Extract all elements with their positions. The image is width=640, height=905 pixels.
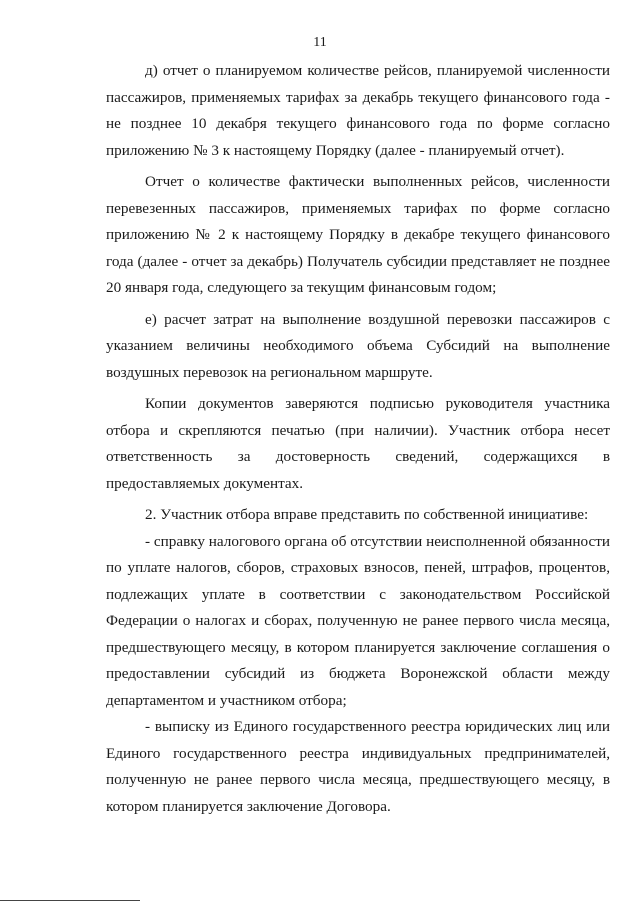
paragraph-d-planned-report: д) отчет о планируемом количестве рейсов, планируемой численности пассажиров, применяемых тарифах за декабрь текущего финансового года - не позднее 10 декабря текущего финансового года по форме согласно приложению № 3 к настоящему Порядку (далее - планируемый отчет).: [106, 62, 610, 159]
paragraph-document-copies: Копии документов заверяются подписью руководителя участника отбора и скрепляются печатью (при наличии). Участник отбора несет ответственность за достоверность сведений, содержащихся в предоставляемых документах.: [106, 395, 610, 492]
footer-rule: [0, 900, 140, 901]
paragraph-section-2-heading: 2. Участник отбора вправе представить по собственной инициативе:: [145, 506, 589, 523]
paragraph-december-report: Отчет о количестве фактически выполненных рейсов, численности перевезенных пассажиров, применяемых тарифах по форме согласно приложению № 2 к настоящему Порядку в декабре текущего финансового года (далее - отчет за декабрь) Получатель субсидии представляет не позднее 20 января года, следующего за текущим финансовым годом;: [106, 173, 610, 296]
paragraph-registry-extract: - выписку из Единого государственного реестра юридических лиц или Единого государственного реестра индивидуальных предпринимателей, полученную не ранее первого числа месяца, предшествующего месяцу, в котором планируется заключение Договора.: [106, 718, 610, 815]
document-body: [106, 58, 610, 820]
paragraph-e-cost-calculation: е) расчет затрат на выполнение воздушной перевозки пассажиров с указанием величины необходимого объема Субсидий на выполнение воздушных перевозок на региональном маршруте.: [106, 310, 610, 381]
page-number: 11: [313, 35, 327, 50]
paragraph-tax-certificate: - справку налогового органа об отсутствии неисполненной обязанности по уплате налогов, сборов, страховых взносов, пеней, штрафов, процентов, подлежащих уплате в соответствии с законодательством Российской Федерации о налогах и сборах, полученную не ранее первого числа месяца, предшествующего месяцу, в котором планируется заключение соглашения о предоставлении субсидий из бюджета Воронежской области между департаментом и участником отбора;: [106, 532, 610, 709]
